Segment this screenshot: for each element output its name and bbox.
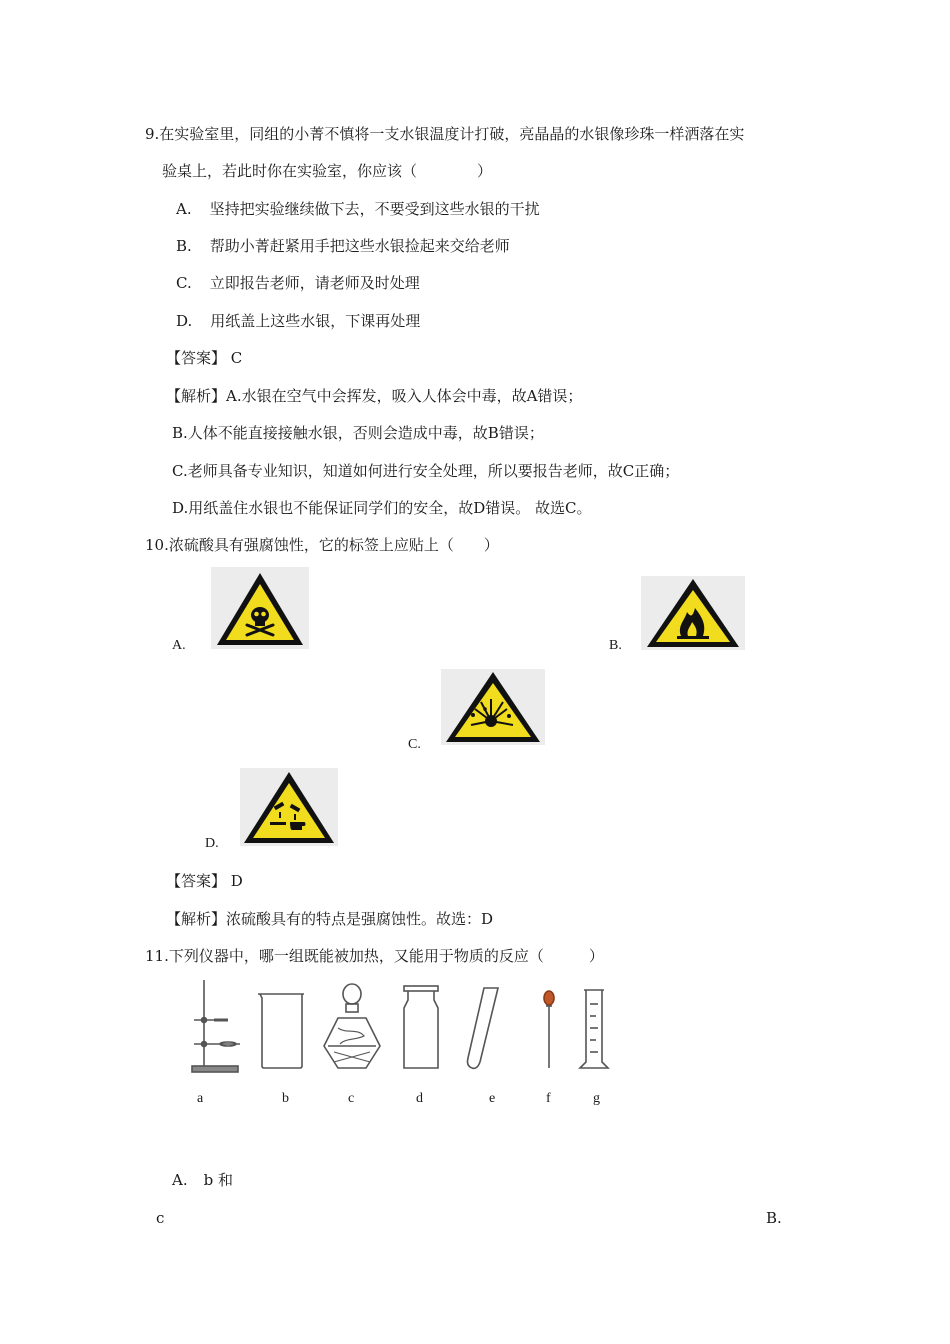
instrument-label-f: f <box>546 1091 551 1106</box>
q9-analysis-line1: 【解析】A.水银在空气中会挥发，吸入人体会中毒，故A错误； <box>166 387 583 405</box>
q9-option-c <box>176 273 420 293</box>
q11-stem: 11.下列仪器中，哪一组既能被加热，又能用于物质的反应（ ） <box>145 947 604 965</box>
instrument-label-c: c <box>348 1091 355 1106</box>
q9-analysis-line2: B.人体不能直接接触水银，否则会造成中毒，故B错误； <box>172 424 544 442</box>
option-letter: A. <box>176 200 192 218</box>
q9-analysis-line3: C.老师具备专业知识，知道如何进行安全处理，所以要报告老师，故C正确； <box>172 462 680 480</box>
q11-option-a <box>172 1170 233 1190</box>
instrument-label-a: a <box>197 1091 204 1106</box>
iron-stand-icon <box>192 980 240 1072</box>
q10-analysis: 【解析】浓硫酸具有的特点是强腐蚀性。故选：D <box>166 910 494 928</box>
q11-option-b-letter: B. <box>766 1209 782 1227</box>
lab-instruments-figure <box>188 978 618 1078</box>
q9-stem-line2: 验桌上，若此时你在实验室，你应该（ ） <box>162 162 493 180</box>
instrument-label-e: e <box>489 1091 496 1106</box>
q10-option-d-letter: D. <box>205 836 219 851</box>
option-letter: D. <box>176 312 193 330</box>
option-text: 用纸盖上这些水银，下课再处理 <box>210 312 421 330</box>
q10-option-c-letter: C. <box>408 737 421 752</box>
flammable-flame-icon <box>641 576 745 650</box>
q9-answer: 【答案】 C <box>166 349 243 367</box>
test-tube-icon <box>468 988 499 1068</box>
option-letter: A. <box>172 1171 188 1189</box>
beaker-icon <box>258 994 304 1068</box>
q9-option-d <box>176 311 420 331</box>
q10-option-a-letter: A. <box>172 638 186 653</box>
option-text: b 和 <box>203 1171 233 1189</box>
graduated-cylinder-icon <box>580 990 608 1068</box>
option-letter: C. <box>176 274 192 292</box>
corrosive-icon <box>240 768 338 846</box>
q10-option-b-letter: B. <box>609 638 622 653</box>
alcohol-burner-icon <box>324 984 380 1068</box>
q11-option-a-continued: c <box>156 1209 165 1227</box>
option-letter: B. <box>176 237 192 255</box>
q10-stem: 10.浓硫酸具有强腐蚀性，它的标签上应贴上（ ） <box>145 536 499 554</box>
q9-stem-line1: 9.在实验室里，同组的小菁不慎将一支水银温度计打破，亮晶晶的水银像珍珠一样洒落在实 <box>145 125 745 143</box>
q9-option-a <box>176 199 540 219</box>
option-text: 立即报告老师，请老师及时处理 <box>209 274 420 292</box>
instrument-label-d: d <box>416 1091 423 1106</box>
q9-analysis-line4: D.用纸盖住水银也不能保证同学们的安全，故D错误。 故选C。 <box>172 499 592 517</box>
option-text: 坚持把实验继续做下去，不要受到这些水银的干扰 <box>209 200 540 218</box>
q10-answer: 【答案】 D <box>166 872 243 890</box>
dropper-icon <box>544 991 554 1068</box>
instrument-label-b: b <box>282 1091 289 1106</box>
explosive-icon <box>441 669 545 745</box>
option-text: 帮助小菁赶紧用手把这些水银捡起来交给老师 <box>209 237 510 255</box>
gas-jar-icon <box>404 986 438 1068</box>
toxic-skull-icon <box>211 567 309 649</box>
q9-option-b <box>176 236 510 256</box>
instrument-label-g: g <box>593 1091 600 1106</box>
